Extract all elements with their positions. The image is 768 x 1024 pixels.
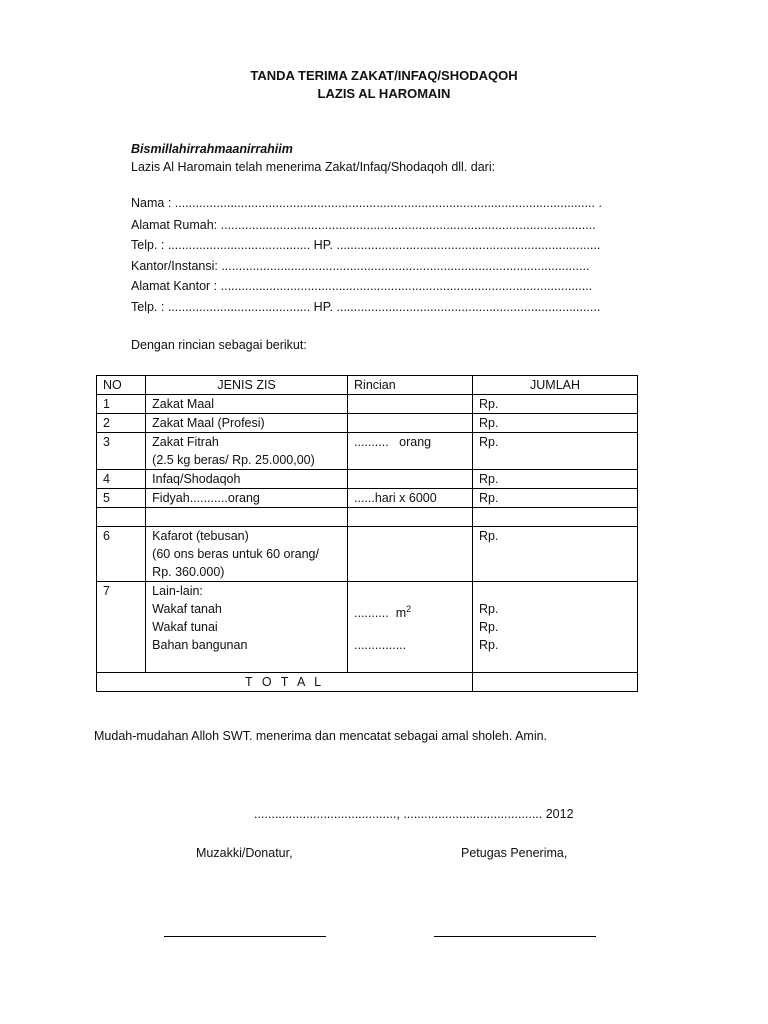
jumlah-line — [479, 582, 637, 600]
row-jumlah: Rp. — [473, 414, 638, 433]
jenis-line: Bahan bangunan — [152, 638, 248, 652]
details-label: Dengan rincian sebagai berikut: — [131, 338, 307, 352]
table-row — [97, 395, 638, 414]
row-jenis: Fidyah...........orang — [146, 489, 348, 508]
jenis-line: Wakaf tanah — [152, 602, 222, 616]
row-jenis — [146, 508, 348, 527]
row-jumlah: Rp. — [473, 527, 638, 582]
unit-superscript: 2 — [406, 604, 412, 614]
date-line: ........................................., ........................................ 2012 — [254, 807, 574, 821]
row-jumlah: Rp. — [473, 489, 638, 508]
document-subtitle: LAZIS AL HAROMAIN — [317, 86, 451, 101]
jenis-line: Kafarot (tebusan) — [152, 529, 249, 543]
closing-prayer: Mudah-mudahan Alloh SWT. menerima dan mencatat sebagai amal sholeh. Amin. — [94, 729, 548, 743]
table-row — [97, 582, 638, 673]
row-rincian — [348, 414, 473, 433]
zis-table — [96, 375, 638, 692]
table-row — [97, 489, 638, 508]
rincian-line — [354, 600, 472, 621]
row-jenis: Zakat Maal (Profesi) — [146, 414, 348, 433]
signature-line-muzakki — [164, 936, 326, 937]
row-jumlah: Rp. — [473, 395, 638, 414]
row-rincian — [348, 395, 473, 414]
rincian-text: .......... m — [354, 606, 407, 621]
total-label: T O T A L — [97, 673, 473, 692]
row-jenis — [146, 527, 348, 582]
row-jumlah — [473, 508, 638, 527]
row-jenis — [146, 433, 348, 470]
field-telp-hp-2: Telp. : ......................................... HP. ............................................................................ — [131, 300, 601, 314]
row-no: 5 — [97, 489, 146, 508]
table-row-empty — [97, 508, 638, 527]
row-no: 7 — [97, 582, 146, 673]
table-header-row — [97, 376, 638, 395]
row-no: 3 — [97, 433, 146, 470]
rincian-line: ............... — [354, 638, 407, 652]
jenis-line: Wakaf tunai — [152, 620, 218, 634]
jenis-line: Rp. 360.000) — [152, 565, 225, 579]
row-jumlah: Rp. — [473, 470, 638, 489]
row-jumlah — [473, 582, 638, 673]
jenis-line: Zakat Fitrah — [152, 435, 219, 449]
field-nama: Nama : ......................................................................................................................... . — [131, 196, 602, 210]
header-jenis-zis: JENIS ZIS — [146, 376, 348, 395]
jumlah-line: Rp. — [479, 602, 499, 616]
jenis-line: (2.5 kg beras/ Rp. 25.000,00) — [152, 453, 315, 467]
signature-label-muzakki: Muzakki/Donatur, — [196, 846, 293, 860]
header-jumlah: JUMLAH — [473, 376, 638, 395]
rincian-line — [354, 618, 472, 636]
document-title: TANDA TERIMA ZAKAT/INFAQ/SHODAQOH — [250, 68, 518, 83]
field-alamat-kantor: Alamat Kantor : ........................................................................................................... — [131, 279, 593, 293]
header-no: NO — [97, 376, 146, 395]
row-jumlah: Rp. — [473, 433, 638, 470]
total-value — [473, 673, 638, 692]
signature-line-petugas — [434, 936, 596, 937]
header-rincian: Rincian — [348, 376, 473, 395]
row-jenis: Infaq/Shodaqoh — [146, 470, 348, 489]
row-rincian — [348, 470, 473, 489]
field-telp-hp-1: Telp. : ......................................... HP. ............................................................................ — [131, 238, 601, 252]
signature-label-petugas: Petugas Penerima, — [461, 846, 568, 860]
row-rincian: .......... orang — [348, 433, 473, 470]
row-no — [97, 508, 146, 527]
jumlah-line: Rp. — [479, 638, 499, 652]
table-row — [97, 470, 638, 489]
row-jenis — [146, 582, 348, 673]
total-row — [97, 673, 638, 692]
row-rincian — [348, 508, 473, 527]
greeting: Bismillahirrahmaanirrahiim — [131, 142, 293, 156]
table-row — [97, 414, 638, 433]
row-rincian — [348, 527, 473, 582]
row-jenis: Zakat Maal — [146, 395, 348, 414]
statement: Lazis Al Haromain telah menerima Zakat/Infaq/Shodaqoh dll. dari: — [131, 160, 496, 174]
row-rincian — [348, 582, 473, 673]
row-no: 4 — [97, 470, 146, 489]
table-row — [97, 433, 638, 470]
field-alamat-rumah: Alamat Rumah: ............................................................................................................ — [131, 218, 596, 232]
row-rincian: ......hari x 6000 — [348, 489, 473, 508]
jumlah-line: Rp. — [479, 620, 499, 634]
table-row — [97, 527, 638, 582]
jenis-line: Lain-lain: — [152, 584, 203, 598]
row-no: 1 — [97, 395, 146, 414]
row-no: 2 — [97, 414, 146, 433]
jenis-line: (60 ons beras untuk 60 orang/ — [152, 547, 319, 561]
field-kantor: Kantor/Instansi: .......................................................................................................... — [131, 259, 590, 273]
row-no: 6 — [97, 527, 146, 582]
rincian-line — [354, 582, 472, 600]
